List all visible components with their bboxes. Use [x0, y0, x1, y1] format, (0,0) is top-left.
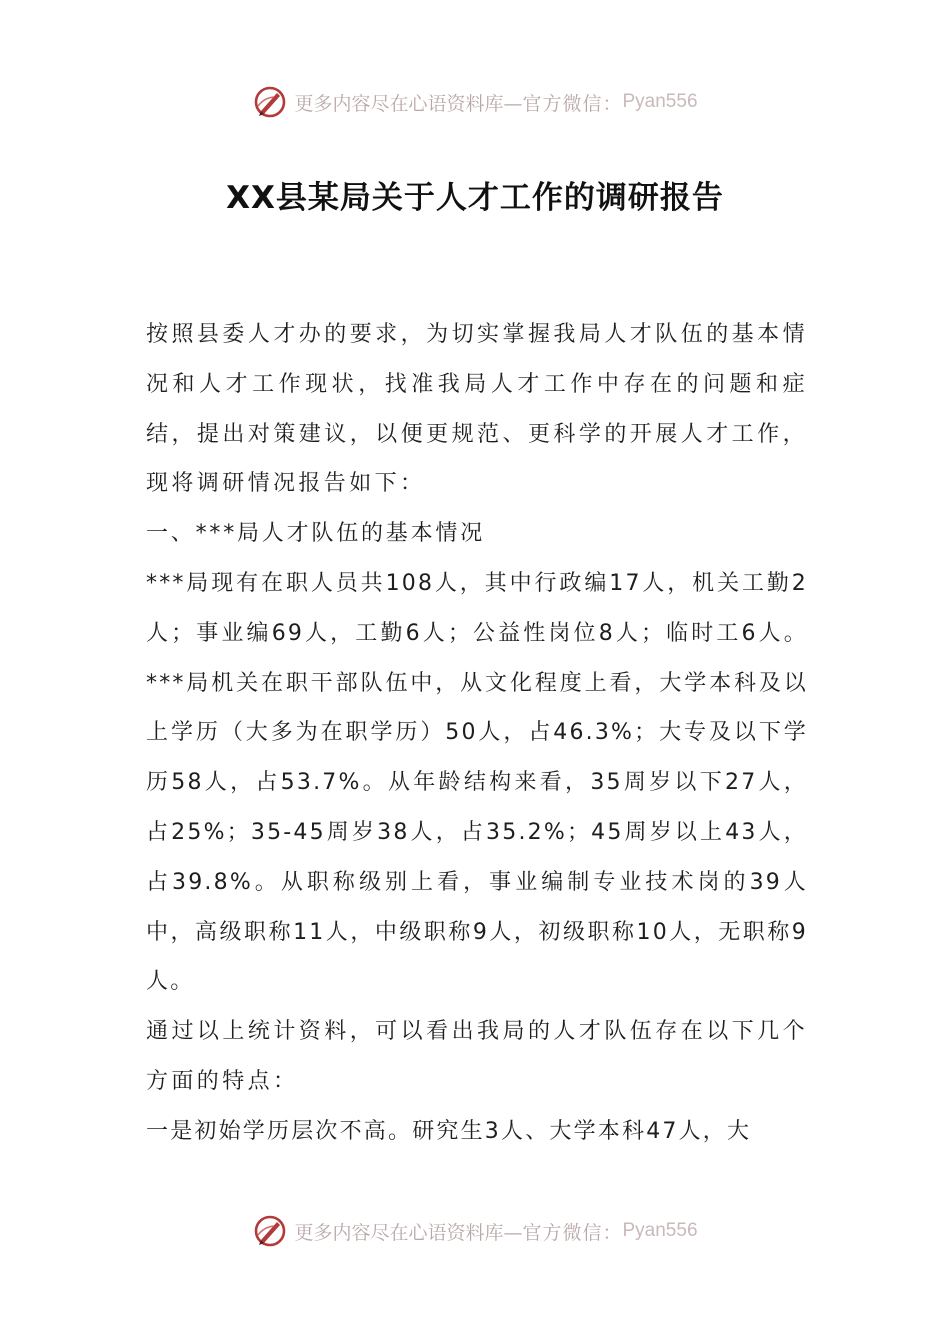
header-watermark-banner [0, 82, 950, 122]
banner-wechat-label: 官方微信： [522, 1221, 623, 1244]
banner-main-text: 更多内容尽在心语资料库— [294, 92, 523, 115]
point-one-paragraph: 一是初始学历层次不高。研究生3人、大学本科47人，大 [146, 1118, 752, 1144]
statistics-paragraph: ***局现有在职人员共108人，其中行政编17人，机关工勤2人；事业编69人，工勤6人；公益性岗位8人；临时工6人。***局机关在职干部队伍中，从文化程度上看，大学本科及以上学历（大多为在职学历）50人，占46.3%；大专及以下学历58人，占53.7%。从年龄结构来看，35周岁以下27人，占25%；35-45周岁38人，占35.2%；45周岁以上43人，占39.8%。从职称级别上看，事业编制专业技术岗的39人中，高级职称11人，中级职称9人，初级职称10人，无职称9人。 [146, 570, 808, 995]
banner-wechat-id: Pyan556 [622, 91, 698, 112]
intro-paragraph: 按照县委人才办的要求，为切实掌握我局人才队伍的基本情况和人才工作现状，找准我局人才工作中存在的问题和症结，提出对策建议，以便更规范、更科学的开展人才工作，现将调研情况报告如下： [146, 322, 808, 497]
pen-logo-icon [252, 84, 288, 120]
banner-main-text: 更多内容尽在心语资料库— [294, 1221, 523, 1244]
pen-logo-icon [252, 1213, 288, 1249]
summary-paragraph: 通过以上统计资料，可以看出我局的人才队伍存在以下几个方面的特点： [146, 1019, 808, 1094]
document-title: XX县某局关于人才工作的调研报告 [226, 180, 724, 216]
section-heading: 一、***局人才队伍的基本情况 [146, 521, 486, 547]
document-body [146, 310, 808, 1157]
banner-wechat-label: 官方微信： [522, 92, 623, 115]
banner-wechat-id: Pyan556 [622, 1220, 698, 1241]
footer-watermark-banner [0, 1211, 950, 1251]
